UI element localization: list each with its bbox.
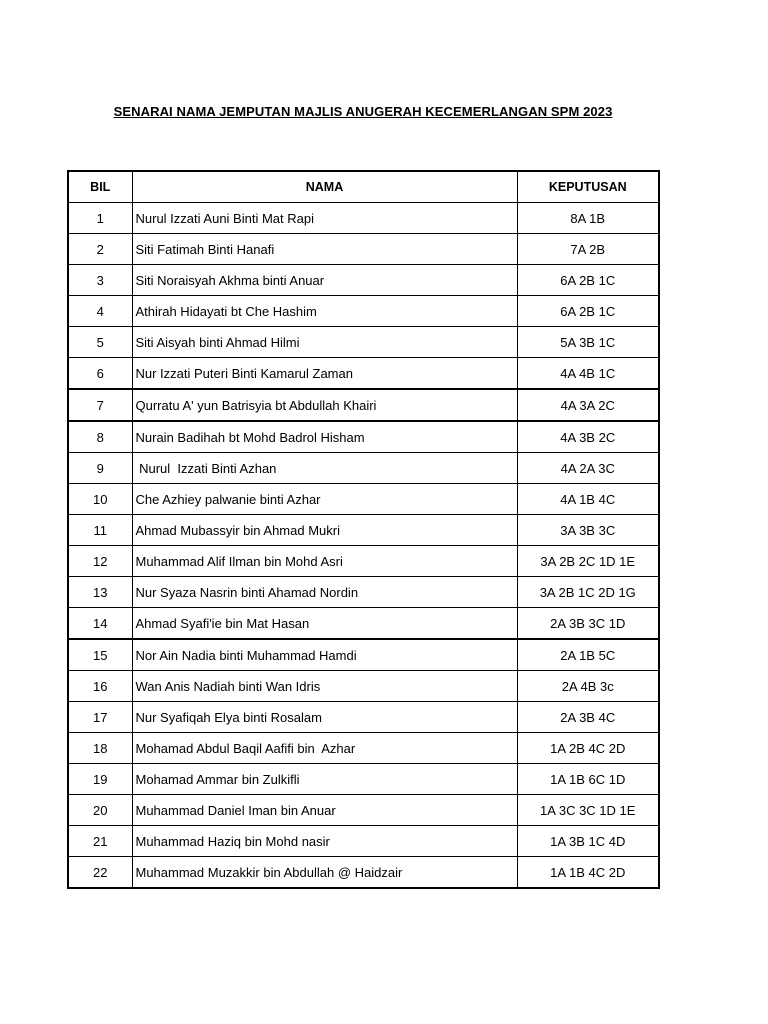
row-nama: Muhammad Haziq bin Mohd nasir (132, 826, 517, 857)
row-nama: Nurul Izzati Binti Azhan (132, 453, 517, 484)
row-bil: 17 (68, 702, 132, 733)
row-keputusan: 4A 3A 2C (517, 389, 659, 421)
row-nama: Muhammad Muzakkir bin Abdullah @ Haidzair (132, 857, 517, 889)
invitee-table (67, 170, 660, 889)
row-keputusan: 1A 1B 4C 2D (517, 857, 659, 889)
row-bil: 14 (68, 608, 132, 640)
row-nama: Nurul Izzati Auni Binti Mat Rapi (132, 203, 517, 234)
row-nama: Muhammad Daniel Iman bin Anuar (132, 795, 517, 826)
row-nama: Nor Ain Nadia binti Muhammad Hamdi (132, 639, 517, 671)
table-row (68, 358, 659, 390)
row-keputusan: 2A 1B 5C (517, 639, 659, 671)
row-keputusan: 1A 3B 1C 4D (517, 826, 659, 857)
row-keputusan: 1A 3C 3C 1D 1E (517, 795, 659, 826)
table-body (68, 203, 659, 889)
table-row (68, 764, 659, 795)
row-keputusan: 2A 3B 3C 1D (517, 608, 659, 640)
row-keputusan: 2A 4B 3c (517, 671, 659, 702)
row-nama: Wan Anis Nadiah binti Wan Idris (132, 671, 517, 702)
row-keputusan: 3A 2B 1C 2D 1G (517, 577, 659, 608)
table-row (68, 203, 659, 234)
row-bil: 15 (68, 639, 132, 671)
row-nama: Ahmad Mubassyir bin Ahmad Mukri (132, 515, 517, 546)
row-nama: Ahmad Syafi'ie bin Mat Hasan (132, 608, 517, 640)
row-bil: 11 (68, 515, 132, 546)
row-nama: Nurain Badihah bt Mohd Badrol Hisham (132, 421, 517, 453)
row-keputusan: 7A 2B (517, 234, 659, 265)
table-row (68, 327, 659, 358)
table-row (68, 265, 659, 296)
table-row (68, 826, 659, 857)
table-row (68, 608, 659, 640)
row-bil: 5 (68, 327, 132, 358)
row-bil: 8 (68, 421, 132, 453)
row-bil: 4 (68, 296, 132, 327)
row-nama: Muhammad Alif Ilman bin Mohd Asri (132, 546, 517, 577)
row-bil: 22 (68, 857, 132, 889)
table-row (68, 795, 659, 826)
table-row (68, 421, 659, 453)
row-nama: Nur Syaza Nasrin binti Ahamad Nordin (132, 577, 517, 608)
row-keputusan: 4A 4B 1C (517, 358, 659, 390)
row-bil: 7 (68, 389, 132, 421)
row-bil: 2 (68, 234, 132, 265)
row-nama: Mohamad Abdul Baqil Aafifi bin Azhar (132, 733, 517, 764)
table-row (68, 546, 659, 577)
row-nama: Nur Izzati Puteri Binti Kamarul Zaman (132, 358, 517, 390)
header-keputusan: KEPUTUSAN (517, 171, 659, 203)
document-title: SENARAI NAMA JEMPUTAN MAJLIS ANUGERAH KECEMERLANGAN SPM 2023 (113, 104, 613, 119)
row-bil: 12 (68, 546, 132, 577)
row-nama: Siti Aisyah binti Ahmad Hilmi (132, 327, 517, 358)
header-bil: BIL (68, 171, 132, 203)
table-row (68, 733, 659, 764)
header-nama: NAMA (132, 171, 517, 203)
row-bil: 21 (68, 826, 132, 857)
row-bil: 10 (68, 484, 132, 515)
table-row (68, 857, 659, 889)
row-keputusan: 5A 3B 1C (517, 327, 659, 358)
row-bil: 1 (68, 203, 132, 234)
row-keputusan: 4A 1B 4C (517, 484, 659, 515)
row-nama: Siti Fatimah Binti Hanafi (132, 234, 517, 265)
table-row (68, 702, 659, 733)
row-keputusan: 3A 3B 3C (517, 515, 659, 546)
row-bil: 6 (68, 358, 132, 390)
table-row (68, 234, 659, 265)
row-keputusan: 2A 3B 4C (517, 702, 659, 733)
table-row (68, 671, 659, 702)
row-bil: 3 (68, 265, 132, 296)
row-nama: Qurratu A' yun Batrisyia bt Abdullah Khairi (132, 389, 517, 421)
row-keputusan: 1A 1B 6C 1D (517, 764, 659, 795)
row-bil: 19 (68, 764, 132, 795)
row-keputusan: 1A 2B 4C 2D (517, 733, 659, 764)
row-nama: Athirah Hidayati bt Che Hashim (132, 296, 517, 327)
table-row (68, 577, 659, 608)
table-header-row (68, 171, 659, 203)
row-bil: 20 (68, 795, 132, 826)
row-bil: 18 (68, 733, 132, 764)
row-bil: 13 (68, 577, 132, 608)
table-row (68, 484, 659, 515)
row-bil: 9 (68, 453, 132, 484)
table-row (68, 453, 659, 484)
row-keputusan: 6A 2B 1C (517, 296, 659, 327)
row-nama: Mohamad Ammar bin Zulkifli (132, 764, 517, 795)
row-nama: Siti Noraisyah Akhma binti Anuar (132, 265, 517, 296)
table-row (68, 296, 659, 327)
row-keputusan: 6A 2B 1C (517, 265, 659, 296)
table-row (68, 515, 659, 546)
row-keputusan: 8A 1B (517, 203, 659, 234)
table-row (68, 639, 659, 671)
row-nama: Che Azhiey palwanie binti Azhar (132, 484, 517, 515)
row-keputusan: 4A 2A 3C (517, 453, 659, 484)
row-bil: 16 (68, 671, 132, 702)
row-keputusan: 3A 2B 2C 1D 1E (517, 546, 659, 577)
row-keputusan: 4A 3B 2C (517, 421, 659, 453)
table-row (68, 389, 659, 421)
row-nama: Nur Syafiqah Elya binti Rosalam (132, 702, 517, 733)
